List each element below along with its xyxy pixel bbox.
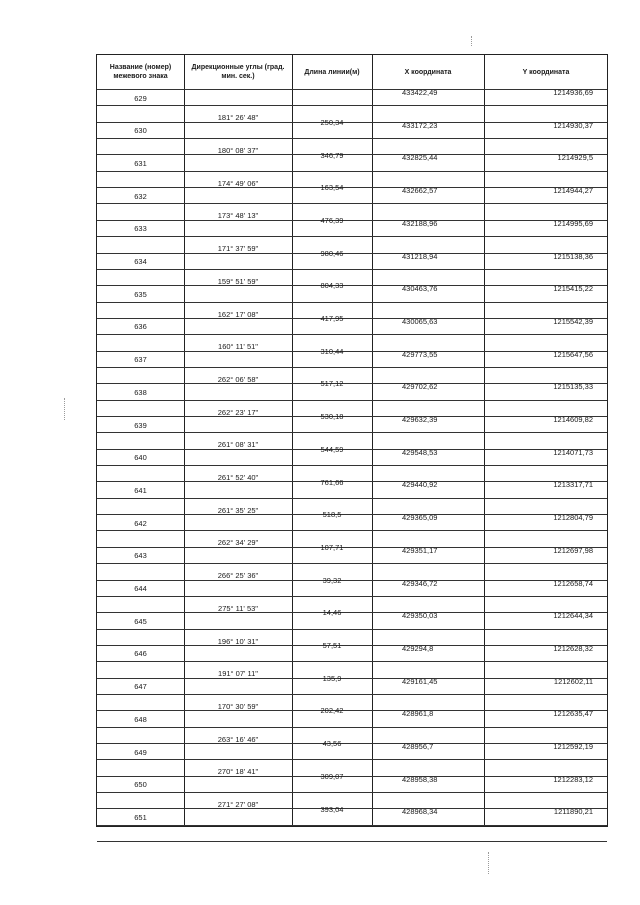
direction-angle: 262° 06' 58" [217,374,259,384]
line-length: 107,71 [320,542,344,552]
direction-angle: 261° 35' 25" [217,505,259,515]
y-coordinate: 1214930,37 [553,120,593,130]
line-length: 163,54 [320,183,344,193]
y-coordinate: 1212592,19 [553,742,593,751]
x-coordinate: 429548,53 [402,447,438,457]
point-name: 642 [134,518,147,528]
y-coordinate: 1212635,47 [553,709,593,719]
direction-angle: 180° 08' 37" [217,146,259,156]
x-coordinate: 428968,34 [402,807,438,817]
y-coordinate: 1212644,34 [553,611,593,621]
x-coordinate: 430065,63 [402,316,438,326]
line-length: 530,18 [320,412,344,422]
x-coordinate: 432188,96 [402,218,438,228]
y-coordinate: 1212658,74 [553,578,593,588]
line-length: 135,9 [322,673,342,683]
header-name: Название (номер) межевого знака [109,64,172,80]
scan-mark-left [64,398,65,420]
x-coordinate: 429351,17 [402,545,438,555]
x-coordinate: 428961,8 [402,709,434,719]
x-coordinate: 432825,44 [402,153,438,163]
point-name: 647 [134,682,147,692]
x-coordinate: 429773,55 [402,349,438,359]
line-length: 393,04 [320,804,344,814]
line-length: 14,46 [322,608,342,618]
line-length: 43,56 [322,739,342,749]
point-name: 644 [134,584,147,593]
point-name: 633 [134,224,147,234]
y-coordinate: 1212697,98 [553,545,593,555]
direction-angle: 270° 18' 41" [217,767,259,777]
point-name: 650 [134,780,147,790]
x-coordinate: 429294,8 [402,643,434,653]
y-coordinate: 1211890,21 [553,807,593,817]
direction-angle: 173° 48' 13" [217,211,259,221]
y-coordinate: 1215138,36 [553,251,593,261]
point-name: 632 [134,191,147,201]
line-length: 544,59 [320,444,344,454]
y-coordinate: 1212602,11 [553,676,593,686]
line-length: 57,51 [322,641,342,651]
x-coordinate: 429350,03 [402,611,438,621]
x-coordinate: 428956,7 [402,742,434,751]
point-name: 645 [134,616,147,626]
y-coordinate: 1215415,22 [553,284,593,294]
point-name: 643 [134,551,147,561]
point-name: 639 [134,420,147,430]
y-coordinate: 1214936,69 [553,88,593,97]
direction-angle: 191° 07' 11" [218,669,258,679]
point-name: 631 [134,158,147,168]
y-coordinate: 1215135,33 [553,382,593,392]
x-coordinate: 433422,49 [402,88,438,97]
x-coordinate: 429161,45 [402,676,438,686]
line-length: 517,12 [320,379,344,389]
header-x: X координата [404,68,452,76]
direction-angle: 171° 37' 59" [217,244,259,254]
direction-angle: 170° 30' 59" [217,701,259,711]
coordinates-table [96,54,608,827]
direction-angle: 181° 26' 48" [217,113,259,123]
y-coordinate: 1213317,71 [553,480,593,490]
y-coordinate: 1215647,56 [553,349,593,359]
direction-angle: 266° 25' 36" [217,571,259,581]
header-length: Длина линии(м) [304,68,360,76]
x-coordinate: 429632,39 [402,415,438,424]
direction-angle: 162° 17' 08" [217,309,259,319]
x-coordinate: 430463,76 [402,284,438,294]
direction-angle: 196° 10' 31" [217,636,259,646]
y-coordinate: 1215542,39 [553,316,593,326]
point-name: 634 [134,257,147,266]
x-coordinate: 432662,57 [402,186,438,196]
direction-angle: 261° 08' 31" [217,440,259,450]
header-angle: Дирекционные углы (град. мин. сек.) [191,64,285,80]
direction-angle: 174° 49' 06" [217,178,259,188]
row-divider [97,841,607,842]
direction-angle: 261° 52' 40" [217,473,259,483]
point-name: 651 [134,812,147,822]
line-length: 310,44 [320,346,344,356]
line-length: 39,32 [322,575,342,585]
x-coordinate: 429440,92 [402,480,438,490]
x-coordinate: 429346,72 [402,578,438,588]
y-coordinate: 1212283,12 [553,774,593,784]
point-name: 649 [134,747,147,757]
x-coordinate: 433172,23 [402,120,438,130]
y-coordinate: 1214929,5 [557,153,593,163]
line-length: 518,5 [322,510,342,520]
point-name: 638 [134,387,147,397]
direction-angle: 159° 51' 59" [217,276,259,286]
direction-angle: 262° 34' 29" [217,538,259,548]
y-coordinate: 1212804,79 [553,513,593,523]
direction-angle: 275° 11' 53" [218,603,258,613]
x-coordinate: 428958,38 [402,774,438,784]
scan-mark-top [471,36,472,46]
x-coordinate: 429365,09 [402,513,438,523]
scan-mark-bottom [488,852,489,874]
y-coordinate: 1214995,69 [553,218,593,228]
line-length: 417,95 [320,314,344,324]
y-coordinate: 1214944,27 [553,186,593,196]
point-name: 640 [134,453,147,463]
y-coordinate: 1214071,73 [553,447,593,457]
line-length: 309,07 [320,771,344,781]
point-name: 630 [134,126,147,136]
y-coordinate: 1212628,32 [553,643,593,653]
point-name: 635 [134,289,147,299]
point-name: 636 [134,322,147,332]
point-name: 646 [134,649,147,659]
point-name: 641 [134,485,147,495]
line-length: 202,42 [320,706,344,716]
direction-angle: 160° 11' 51" [218,342,258,352]
line-length: 476,39 [320,215,344,225]
y-coordinate: 1214609,82 [553,415,593,424]
direction-angle: 263° 16' 46" [217,734,259,744]
x-coordinate: 431218,94 [402,251,438,261]
line-length: 346,79 [320,150,344,160]
point-name: 637 [134,355,147,365]
line-length: 250,34 [320,117,344,127]
header-y: Y координата [522,68,570,76]
line-length: 804,33 [320,281,344,291]
line-length: 761,66 [320,477,344,487]
x-coordinate: 429702,62 [402,382,438,392]
point-name: 648 [134,714,147,724]
direction-angle: 271° 27' 08" [217,800,259,810]
direction-angle: 262° 23' 17" [217,407,259,417]
line-length: 980,46 [320,248,344,258]
point-name: 629 [134,93,147,103]
